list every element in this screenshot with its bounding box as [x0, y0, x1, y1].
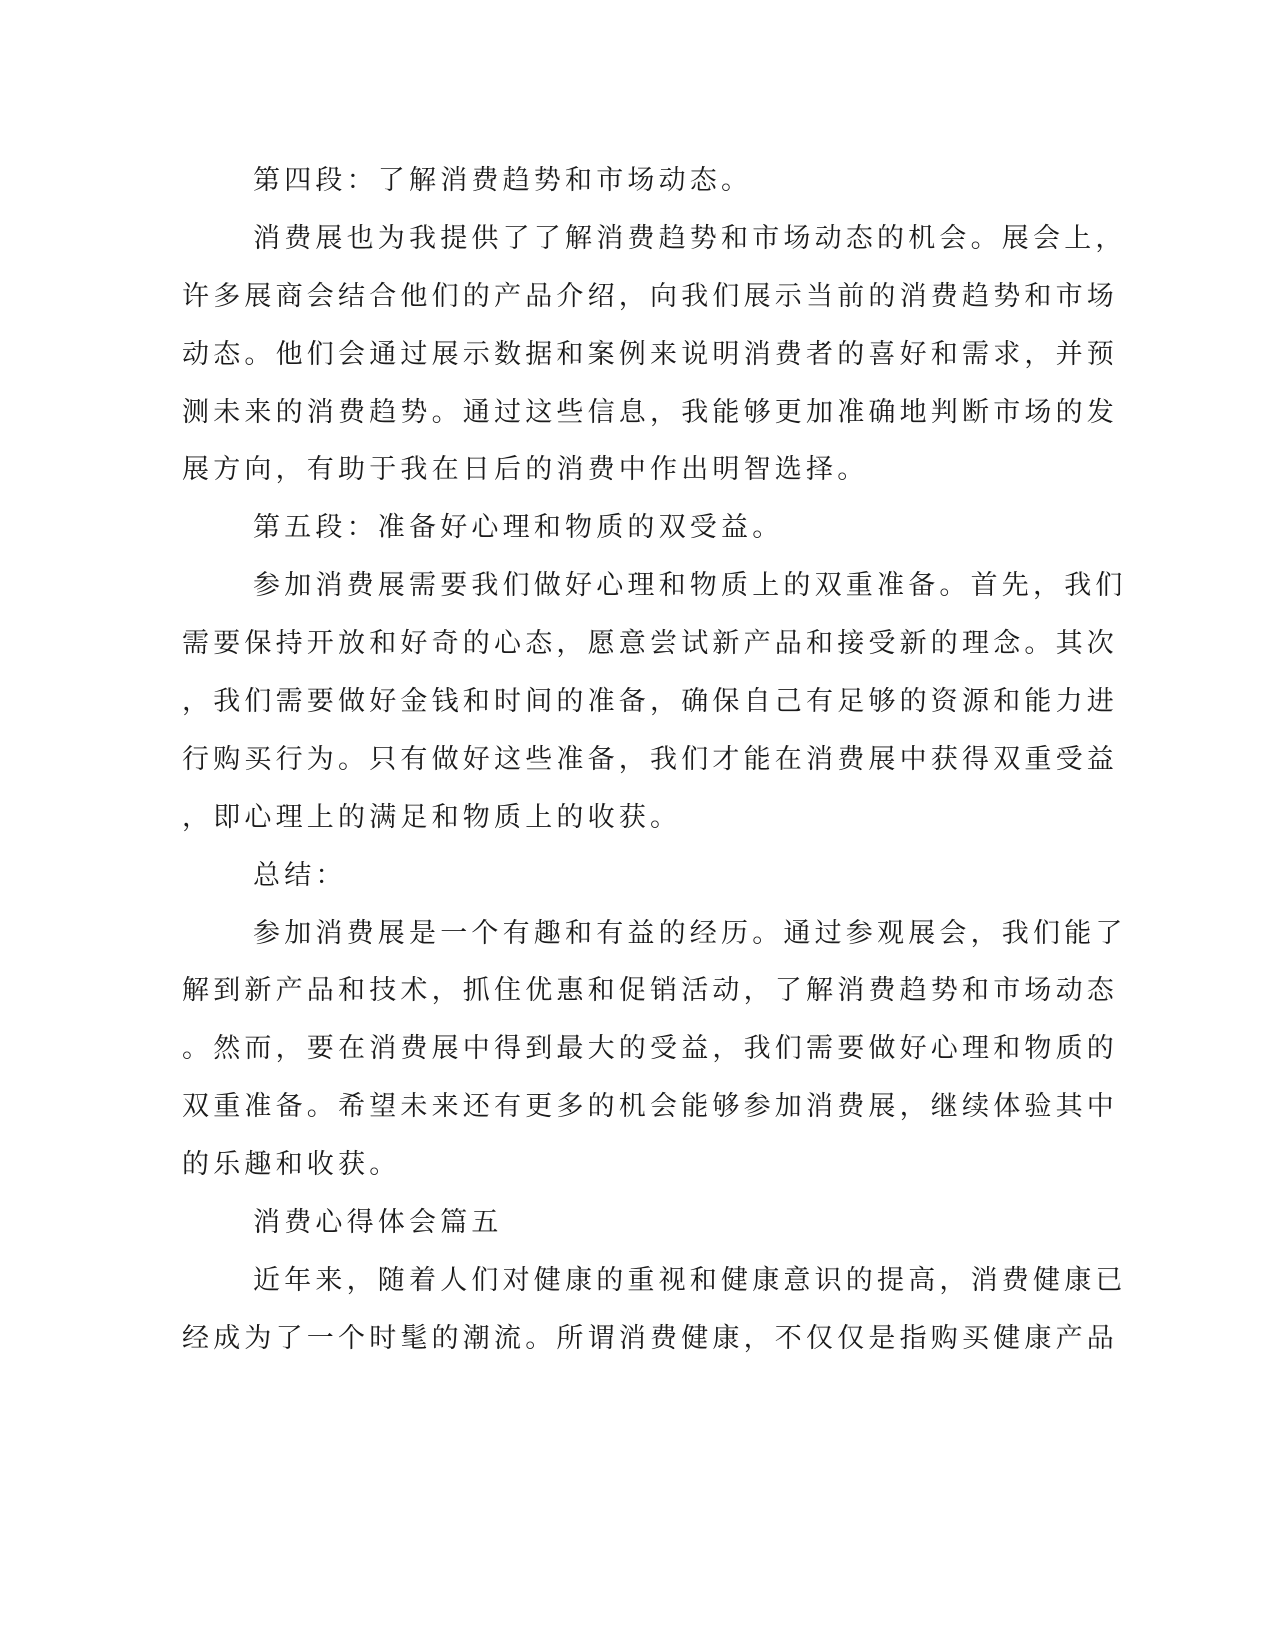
heading-section-five: 第五段：准备好心理和物质的双受益。	[253, 512, 784, 544]
paragraph-line: 双重准备。希望未来还有更多的机会能够参加消费展，继续体验其中	[182, 1091, 1118, 1123]
paragraph-line: 参加消费展是一个有趣和有益的经历。通过参观展会，我们能了	[253, 917, 1127, 949]
paragraph-line: 经成为了一个时髦的潮流。所谓消费健康，不仅仅是指购买健康产品	[182, 1322, 1118, 1354]
paragraph-line: 许多展商会结合他们的产品介绍，向我们展示当前的消费趋势和市场	[182, 280, 1118, 312]
paragraph-line: 测未来的消费趋势。通过这些信息，我能够更加准确地判断市场的发	[182, 396, 1118, 428]
paragraph-line: 动态。他们会通过展示数据和案例来说明消费者的喜好和需求，并预	[182, 338, 1118, 370]
paragraph-line: 需要保持开放和好奇的心态，愿意尝试新产品和接受新的理念。其次	[182, 628, 1118, 660]
paragraph-line: 参加消费展需要我们做好心理和物质上的双重准备。首先，我们	[253, 570, 1127, 602]
paragraph-line: 。然而，要在消费展中得到最大的受益，我们需要做好心理和物质的	[182, 1033, 1118, 1065]
heading-summary: 总结：	[253, 859, 347, 891]
paragraph-line: 的乐趣和收获。	[182, 1149, 401, 1181]
paragraph-line: ，我们需要做好金钱和时间的准备，确保自己有足够的资源和能力进	[182, 686, 1118, 718]
paragraph-line: 行购买行为。只有做好这些准备，我们才能在消费展中获得双重受益	[182, 743, 1118, 775]
document-body	[182, 152, 1127, 1368]
heading-article-five: 消费心得体会篇五	[253, 1207, 503, 1239]
paragraph-line: 解到新产品和技术，抓住优惠和促销活动，了解消费趋势和市场动态	[182, 975, 1118, 1007]
paragraph-line: ，即心理上的满足和物质上的收获。	[182, 801, 682, 833]
heading-section-four: 第四段：了解消费趋势和市场动态。	[253, 165, 753, 196]
paragraph-line: 消费展也为我提供了了解消费趋势和市场动态的机会。展会上，	[253, 222, 1127, 254]
paragraph-line: 近年来，随着人们对健康的重视和健康意识的提高，消费健康已	[253, 1264, 1127, 1296]
paragraph-line: 展方向，有助于我在日后的消费中作出明智选择。	[182, 454, 869, 486]
